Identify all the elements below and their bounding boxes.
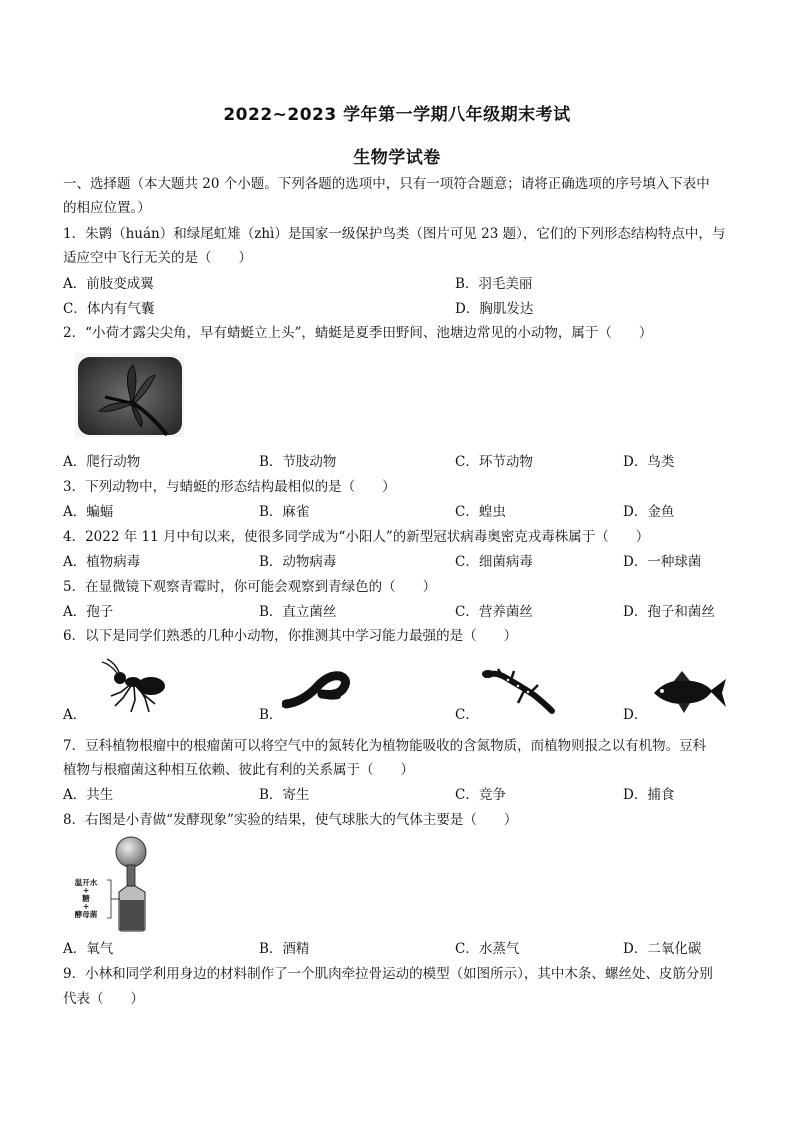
question-7-line-1: 7．豆科植物根瘤中的根瘤菌可以将空气中的氮转化为植物能吸收的含氮物质，而植物则报之以有机物。豆科 <box>63 738 707 754</box>
fermentation-flask-diagram <box>65 834 165 932</box>
question-7-option-b: B．寄生 <box>259 787 310 803</box>
question-1-line-1: 1．朱鹮（huán）和绿尾虹雉（zhì）是国家一级保护鸟类（图片可见 23 题），它们的下列形态结构特点中，与 <box>63 226 726 242</box>
lizard-image <box>478 663 556 715</box>
question-8-option-b: B．酒精 <box>259 941 310 957</box>
question-1-options-row-2 <box>63 300 743 318</box>
question-6-option-d: D． <box>623 707 648 723</box>
flask-label-line: 温开水 <box>74 878 98 887</box>
question-3-text: 3．下列动物中，与蜻蜓的形态结构最相似的是（ ） <box>63 479 396 495</box>
question-1-options-row-1 <box>63 275 743 293</box>
question-7-options <box>63 786 743 804</box>
question-8-text: 8．右图是小青做“发酵现象”实验的结果，使气球胀大的气体主要是（ ） <box>63 812 518 828</box>
question-5-option-d: D．孢子和菌丝 <box>623 604 715 620</box>
instructions-line-2: 的相应位置。） <box>63 200 151 216</box>
question-7-option-d: D．捕食 <box>623 787 675 803</box>
question-2-option-d: D．鸟类 <box>623 454 675 470</box>
flask-label-line: 糖 <box>82 894 90 903</box>
exam-subtitle: 生物学试卷 <box>353 148 441 168</box>
question-1-line-2: 适应空中飞行无关的是（ ） <box>63 250 252 266</box>
question-6-option-c: C． <box>455 707 479 723</box>
question-3-option-c: C．蝗虫 <box>455 504 506 520</box>
question-7-option-c: C．竞争 <box>455 787 506 803</box>
question-1-option-a: A．前肢变成翼 <box>63 276 154 292</box>
question-3-options <box>63 503 743 521</box>
question-8-options <box>63 940 743 958</box>
question-5-option-b: B．直立菌丝 <box>259 604 337 620</box>
question-3-option-a: A．蝙蝠 <box>63 504 114 520</box>
question-2-option-a: A．爬行动物 <box>63 454 141 470</box>
question-8-option-c: C．水蒸气 <box>455 941 520 957</box>
exam-title: 2022~2023 学年第一学期八年级期末考试 <box>223 105 571 125</box>
question-2-text: 2．“小荷才露尖尖角，早有蜻蜓立上头”，蜻蜓是夏季田野间、池塘边常见的小动物，属于（ ） <box>63 325 653 341</box>
question-6-option-b: B． <box>259 707 283 723</box>
question-2-option-c: C．环节动物 <box>455 454 533 470</box>
question-9-line-2: 代表（ ） <box>63 991 144 1007</box>
question-4-option-c: C．细菌病毒 <box>455 554 533 570</box>
ant-image <box>93 658 173 718</box>
flask-label-line: + <box>82 886 90 895</box>
question-6-option-a: A． <box>63 707 87 723</box>
question-6-text: 6．以下是同学们熟悉的几种小动物，你推测其中学习能力最强的是（ ） <box>63 628 518 644</box>
question-4-option-d: D．一种球菌 <box>623 554 702 570</box>
question-7-option-a: A．共生 <box>63 787 114 803</box>
dragonfly-image <box>75 353 184 437</box>
question-2-options <box>63 453 743 471</box>
flask-label-line: 酵母菌 <box>74 910 98 919</box>
flask-label <box>65 879 107 919</box>
question-8-option-d: D．二氧化碳 <box>623 941 702 957</box>
question-3-option-d: D．金鱼 <box>623 504 675 520</box>
question-1-option-c: C．体内有气囊 <box>63 301 155 317</box>
question-4-options <box>63 553 743 571</box>
question-8-option-a: A．氧气 <box>63 941 114 957</box>
fish-image <box>648 667 728 717</box>
question-5-option-a: A．孢子 <box>63 604 114 620</box>
flask-label-line: + <box>82 902 90 911</box>
question-4-option-b: B．动物病毒 <box>259 554 337 570</box>
question-1-option-d: D．胸肌发达 <box>455 301 534 317</box>
question-5-text: 5．在显微镜下观察青霉时，你可能会观察到青绿色的（ ） <box>63 579 437 595</box>
question-2-option-b: B．节肢动物 <box>259 454 337 470</box>
question-7-line-2: 植物与根瘤菌这种相互依赖、彼此有利的关系属于（ ） <box>63 762 414 778</box>
question-4-text: 4．2022 年 11 月中旬以来，使很多同学成为“小阳人”的新型冠状病毒奥密克戎毒株属于（ ） <box>63 529 650 545</box>
question-4-option-a: A．植物病毒 <box>63 554 141 570</box>
instructions-line-1: 一、选择题（本大题共 20 个小题。下列各题的选项中，只有一项符合题意；请将正确选项的序号填入下表中 <box>63 176 710 192</box>
question-3-option-b: B．麻雀 <box>259 504 310 520</box>
question-9-line-1: 9．小林和同学利用身边的材料制作了一个肌肉牵拉骨运动的模型（如图所示），其中木条、螺丝处、皮筋分别 <box>63 966 713 982</box>
question-5-option-c: C．营养菌丝 <box>455 604 533 620</box>
earthworm-image <box>282 668 352 710</box>
question-5-options <box>63 603 743 621</box>
question-1-option-b: B．羽毛美丽 <box>455 276 533 292</box>
